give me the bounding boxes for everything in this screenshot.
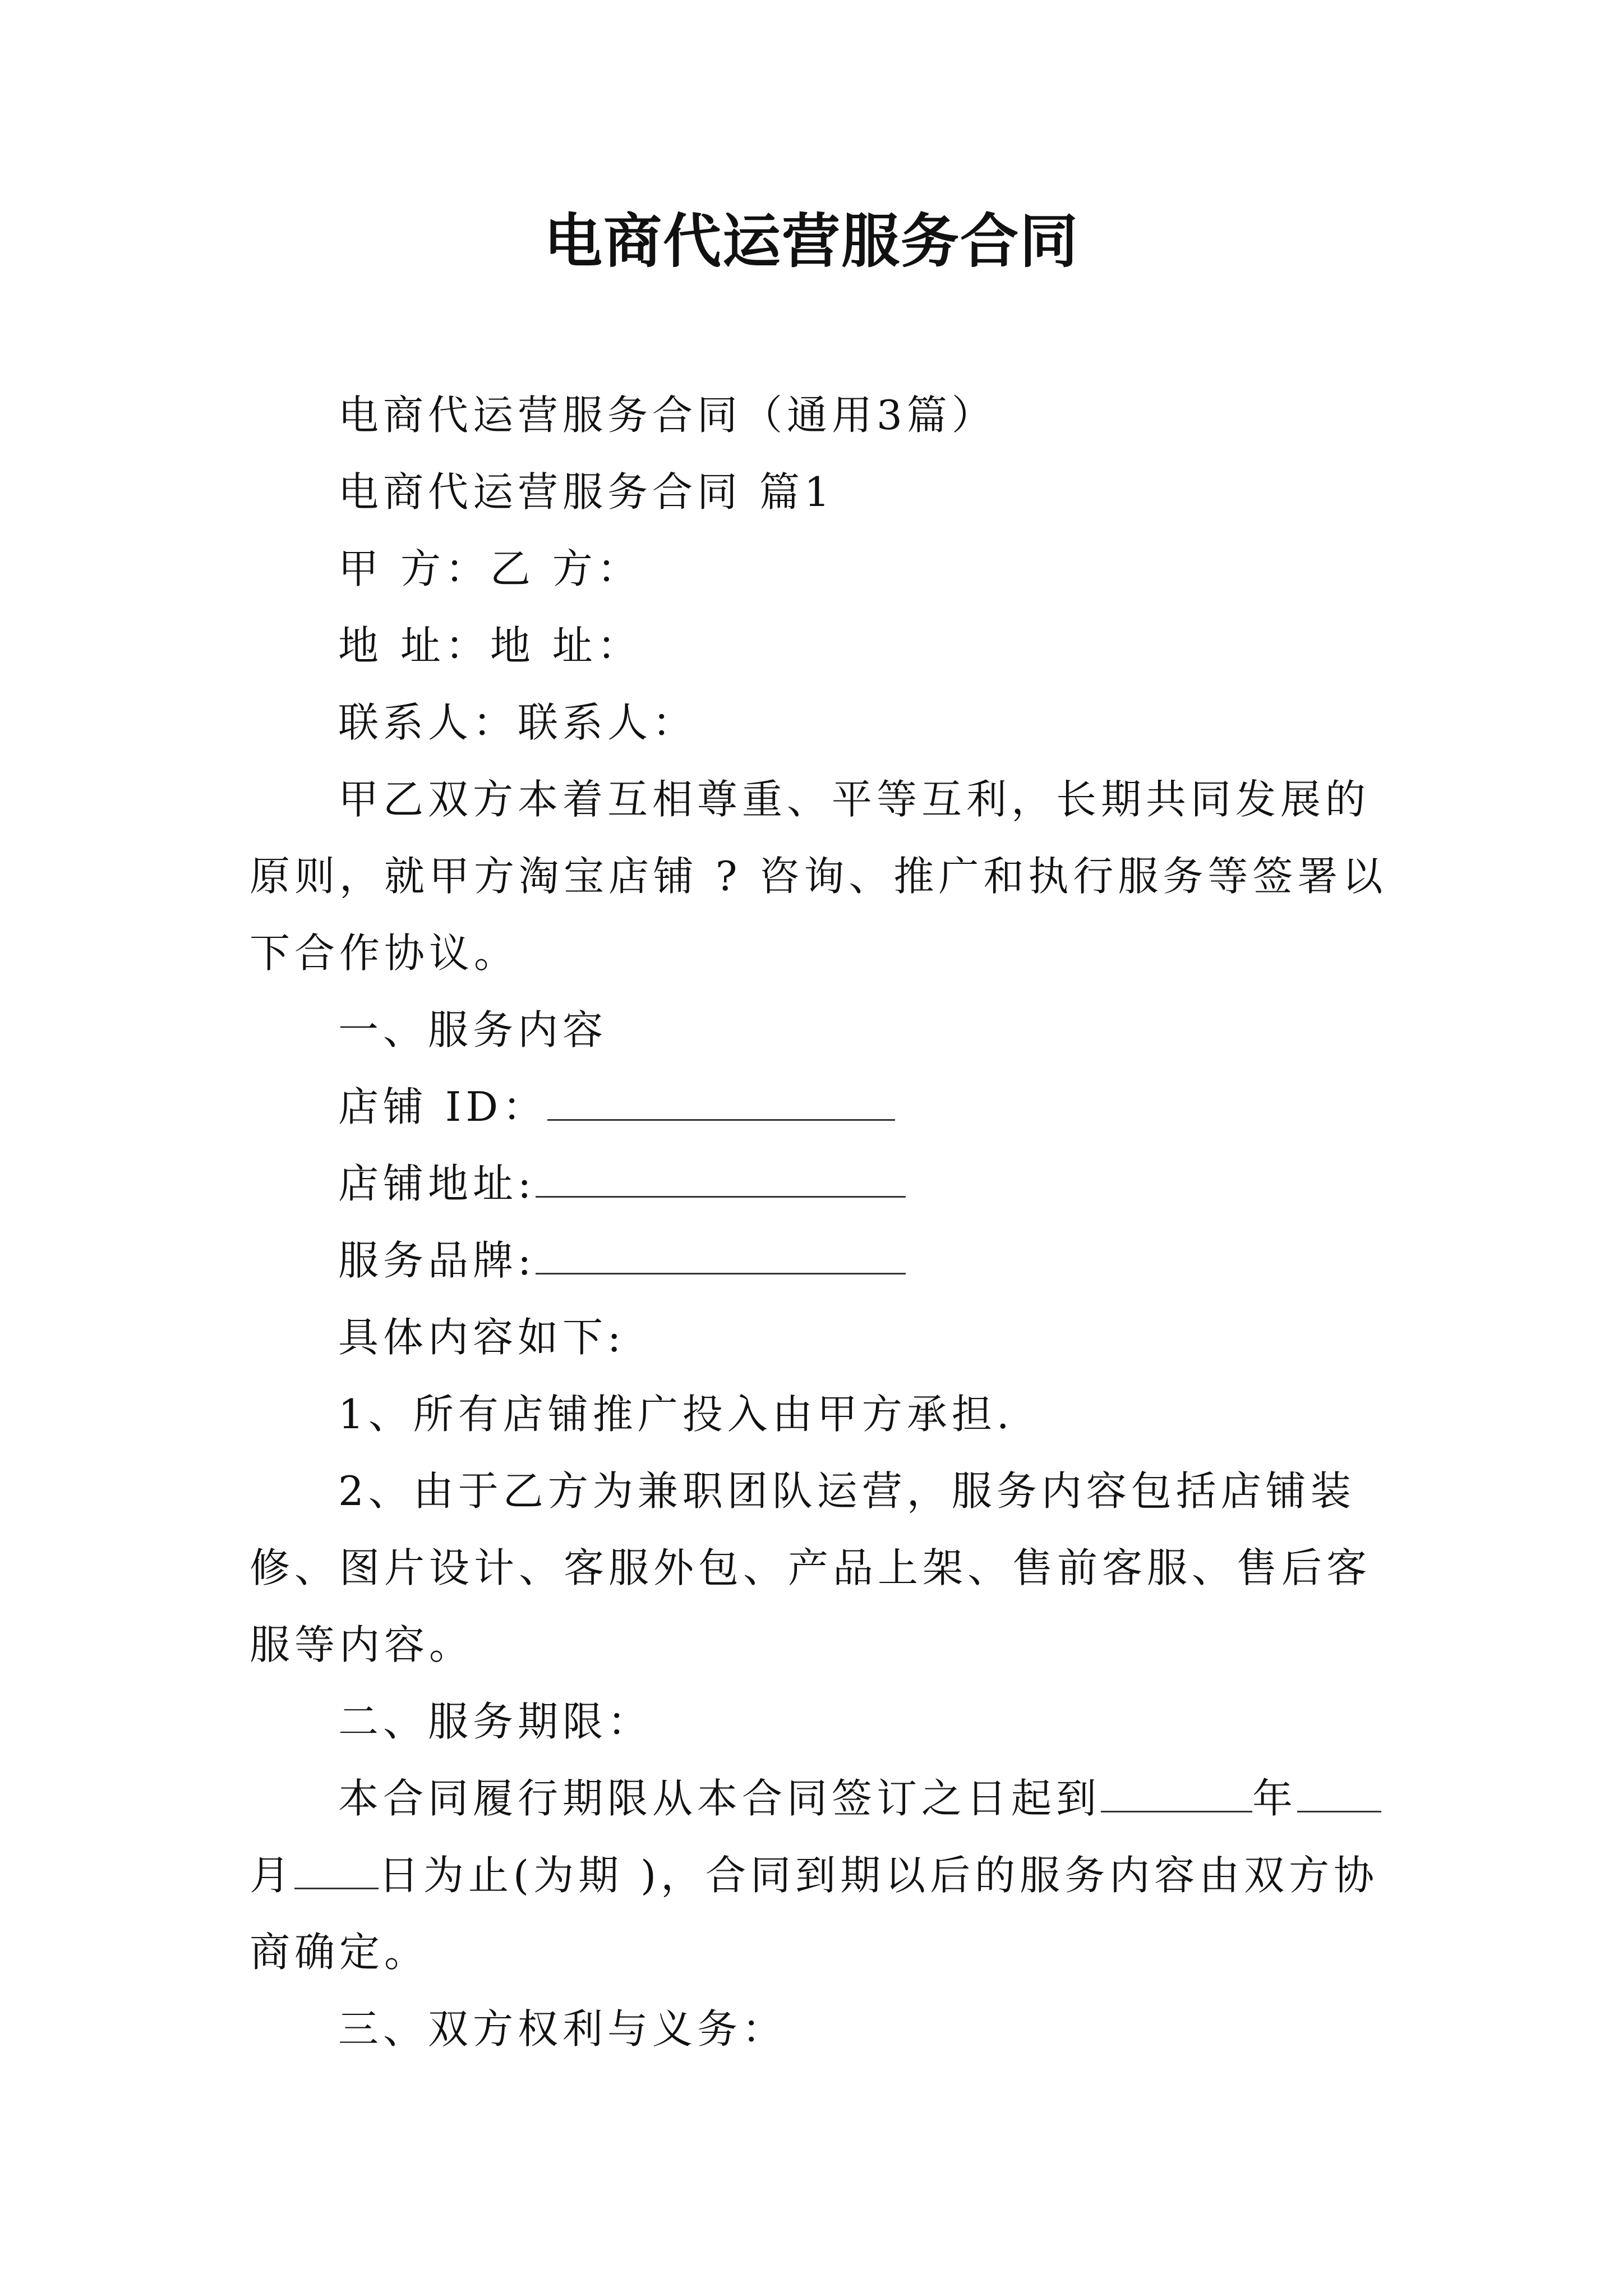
brand-label: 服务品牌: xyxy=(338,1237,536,1284)
heading-service-content: 一、服务内容 xyxy=(338,1006,608,1053)
shop-address-line xyxy=(250,1145,1391,1222)
year-blank xyxy=(1101,1776,1252,1812)
clause-2: 2、由于乙方为兼职团队运营，服务内容包括店铺装修、图片设计、客服外包、产品上架、售前客服、售后客服等内容。 xyxy=(250,1467,1372,1668)
document-body xyxy=(250,377,1391,2068)
heading-service-term: 二、服务期限： xyxy=(338,1698,653,1745)
party-line: 甲 方：乙 方： xyxy=(338,545,642,592)
address-line: 地 址：地 址： xyxy=(338,622,642,669)
intro-paragraph: 甲乙双方本着互相尊重、平等互利，长期共同发展的原则，就甲方淘宝店铺 ? 咨询、推广和执行服务等签署以下合作协议。 xyxy=(250,776,1387,977)
heading-rights-obligations: 三、双方权利与义务： xyxy=(338,2005,787,2053)
section-heading-part-1: 电商代运营服务合同 篇1 xyxy=(338,468,834,516)
details-intro: 具体内容如下: xyxy=(338,1314,626,1361)
brand-blank xyxy=(536,1238,906,1274)
month-blank xyxy=(1297,1776,1381,1812)
subtitle-line: 电商代运营服务合同（通用3篇） xyxy=(338,392,997,439)
shop-address-label: 店铺地址: xyxy=(338,1160,536,1207)
day-blank xyxy=(294,1853,379,1889)
shop-id-blank xyxy=(547,1084,895,1121)
term-text-month: 月 xyxy=(250,1852,295,1899)
clause-1: 1、所有店铺推广投入由甲方承担. xyxy=(338,1391,1014,1438)
term-text-a: 本合同履行期限从本合同签订之日起到 xyxy=(338,1775,1101,1822)
term-paragraph xyxy=(250,1760,1391,1991)
shop-id-label: 店铺 ID： xyxy=(338,1083,548,1130)
document-title: 电商代运营服务合同 xyxy=(543,207,1079,275)
term-text-year: 年 xyxy=(1252,1775,1298,1822)
term-text-d: 日为止(为期 )，合同到期以后的服务内容由双方协商确定。 xyxy=(250,1852,1379,1976)
contact-line: 联系人：联系人： xyxy=(338,699,698,746)
brand-line xyxy=(250,1222,1391,1299)
shop-address-blank xyxy=(536,1161,906,1198)
shop-id-line xyxy=(250,1069,1391,1145)
